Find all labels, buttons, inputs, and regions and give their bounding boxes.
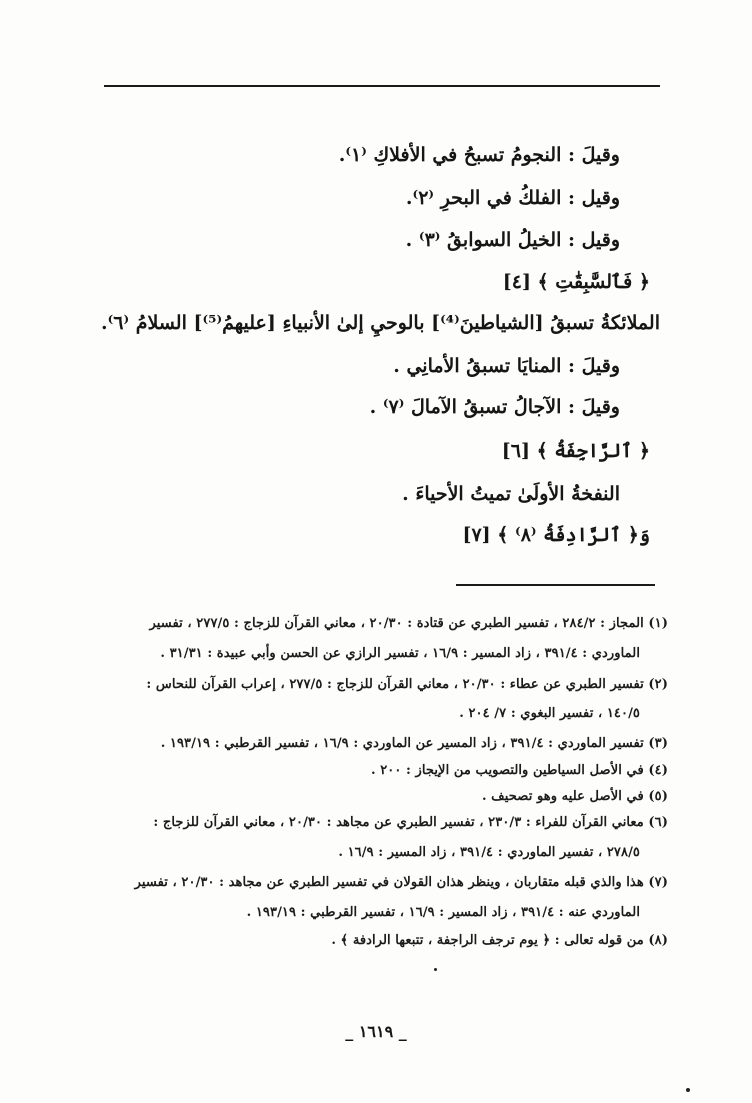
body-line: وقيلَ : المنايَا تسبقُ الأمانِي . [393,355,620,377]
footnote: ٢٧٨/٥ ، تفسير الماوردي : ٣٩١/٤ ، زاد المسير : ١٦/٩ . [338,845,640,860]
footnote: (٨) من قوله تعالى : ﴿ يوم ترجف الراجفة ، تتبعها الرادفة ﴾ . [331,933,668,948]
footnote: ١٤٠/٥ ، تفسير البغوي : ٧/ ٢٠٤ . [459,706,640,721]
footnote: (٢) تفسير الطبري عن عطاء : ٢٠/٣٠ ، معاني القرآن للزجاج : ٢٧٧/٥ ، إعراب القرآن للنحاس : [146,677,668,692]
footnote: (٦) معاني القرآن للفراء : ٢٣٠/٣ ، تفسير الطبري عن مجاهد : ٢٠/٣٠ ، معاني القرآن للزجاج : [153,815,668,830]
footnote: (٥) في الأصل عليه وهو تصحيف . [481,789,668,804]
footnote: (٤) في الأصل السياطين والتصويب من الإيجاز : ٢٠٠ . [371,763,668,778]
footnote: (٣) تفسير الماوردي : ٣٩١/٤ ، زاد المسير عن الماوردي : ١٦/٩ ، تفسير القرطبي : ١٩٣/١٩ . [160,736,668,751]
footnote: (٧) هذا والذي قبله متقاربان ، وينظر هذان القولان في تفسير الطبري عن مجاهد : ٢٠/٣٠ ، تفسير [134,875,668,890]
footnote: الماوردي : ٣٩١/٤ ، زاد المسير : ١٦/٩ ، تفسير الرازي عن الحسن وأبي عبيدة : ٣١/٣١ . [160,646,640,661]
footnote-rule [456,584,655,586]
body-line: وقيل : الخيلُ السوابقُ ⁽٣⁾ . [405,229,620,251]
footnote: (١) المجاز : ٢٨٤/٢ ، تفسير الطبري عن قتادة : ٢٠/٣٠ ، معاني القرآن للزجاج : ٢٧٧/٥ ، تفسير [149,616,668,631]
header-rule [104,85,660,87]
verse-heading: ﴿ ٱلرَّاجِفَةُ ﴾ [٦] [501,440,650,462]
body-line: النفخةُ الأولَىٰ تميتُ الأحياءَ . [402,483,620,505]
body-line: وقيلَ : الآجالُ تسبقُ الآمالَ ⁽٧⁾ . [369,396,620,418]
verse-heading: وَ﴿ ٱلرَّادِفَةُ ⁽٨⁾ ﴾ [٧] [462,524,650,546]
page-number: _ ١٦١٩ _ [345,1022,407,1041]
scan-speck [434,968,437,971]
body-line: وقيل : الفلكُ في البحرِ ⁽٢⁾. [405,187,620,209]
scan-speck [686,1088,690,1092]
body-line: الملائكةُ تسبقُ [الشياطينَ⁽⁴⁾] بالوحيِ إلىٰ الأنبياءِ [عليهمُ⁽⁵⁾] السلامُ ⁽٦⁾. [100,312,660,334]
footnote: الماوردي عنه : ٣٩١/٤ ، زاد المسير : ١٦/٩ ، تفسير القرطبي : ١٩٣/١٩ . [246,905,640,920]
body-line: وقيلَ : النجومُ تسبحُ في الأفلاكِ ⁽١⁾. [338,144,620,166]
verse-heading: ﴿ فَٱلسَّٰبِقَٰتِ ﴾ [٤] [502,271,650,293]
